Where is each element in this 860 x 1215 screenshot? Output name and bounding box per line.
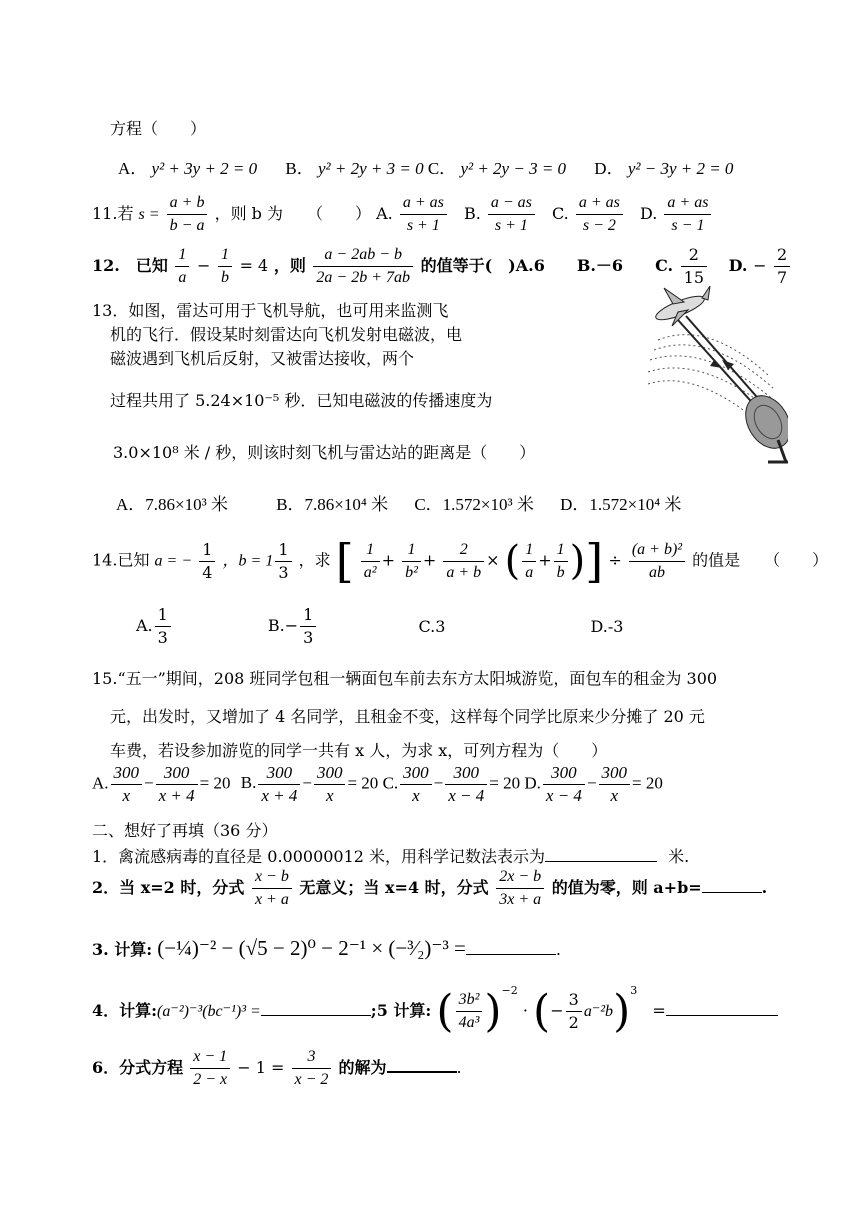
q10-opt-c: y² + 2y − 3 = 0 <box>460 159 567 178</box>
fill-2 <box>92 866 767 911</box>
q14-opt-b-label: B. <box>267 616 285 635</box>
q13-options <box>116 490 681 515</box>
fill-5-pow1: −2 <box>501 984 518 997</box>
q15-a-eq: = 20 <box>199 773 231 793</box>
q14-t2-num: 1 <box>402 539 421 562</box>
q15-d-n1: 300 <box>543 762 585 785</box>
fill-6-n2: 3 <box>292 1046 332 1069</box>
fill-5-rparen2: ) <box>613 985 631 1037</box>
q15-opt-d-label: D. <box>524 773 541 793</box>
fill-6-d1: 2 − x <box>193 1071 228 1088</box>
fill-5-blank[interactable] <box>666 1015 778 1016</box>
q14-t3-den: a + b <box>446 563 482 581</box>
q15-b-eq: = 20 <box>347 773 379 793</box>
q10-opt-d-label: D． <box>594 159 624 178</box>
q12-opt-d-num: 2 <box>774 244 790 267</box>
q12-big-frac <box>313 244 413 289</box>
fill-3-text: 3. 计算: <box>92 940 153 959</box>
q11-opt-a-num: a + as <box>400 192 447 215</box>
q14-right-paren: ) <box>569 538 586 584</box>
q14: 14.已知 a = − $\frac{1}{4}$ ，b = 1 $\frac{1}{3}$ ，求 [ $\frac{1}{\text{a²}}$ + $\frac{1}{\text{b²}}$ + $\frac{2}{a + b}$ × ( $\frac{1}{a}$ + $\frac{1}{b}$ )] ÷ $\frac{\text{(a + b)²}}{ab}$ 的值是 （ ） <box>92 534 829 588</box>
q15-c-d1: x <box>412 786 420 805</box>
q14-left-bracket: [ <box>335 534 354 588</box>
fill-6-d2: x − 2 <box>294 1071 329 1088</box>
q14-opt-d: D.-3 <box>590 617 624 636</box>
fill-1-unit: 米. <box>668 847 690 866</box>
q11-opt-a-label: A. <box>376 204 393 223</box>
q15-options: A. $\frac{300}{x}$ − $\frac{300}{x + 4}$ = 20 B. $\frac{300}{x + 4}$ − $\frac{300}{x}$ = 20 C. $\frac{300}{x}$ − $\frac{300}{x - 4}$ = 20 D. $\frac{300}{x - 4}$ − $\frac{300}{x}$ = 20 <box>92 763 663 805</box>
q10-options <box>118 154 733 179</box>
fill-6-mid: − 1 = <box>237 1058 285 1077</box>
q12-opt-d-minus: − <box>753 256 767 275</box>
q14-lead: 14.已知 <box>92 550 150 570</box>
q14-opt-b <box>300 604 316 649</box>
fill-2-frac1 <box>252 866 292 911</box>
q10-opt-a-label: A． <box>118 159 148 178</box>
q11-opt-d <box>664 192 711 237</box>
fill-1 <box>92 844 689 867</box>
q15-c-n1: 300 <box>400 762 432 785</box>
fill-5-lparen2: ( <box>533 985 551 1037</box>
q14-right-bracket: ] <box>585 534 604 588</box>
q15-line1: 15.“五一”期间，208 班同学包租一辆面包车前去东方太阳城游览，面包车的租金为 300 <box>92 669 718 688</box>
q14-b-eq: ，b = 1 <box>222 552 274 570</box>
fill-5-lparen: ( <box>436 985 454 1037</box>
q14-opt-a-label: A. <box>136 616 153 635</box>
q11-opt-b-den: s + 1 <box>494 217 528 234</box>
q12-eq4: = 4 <box>239 256 269 275</box>
q15-opt-d-f1 <box>543 762 585 807</box>
q14-left-paren: ( <box>504 538 521 584</box>
q11-s-eq: s = <box>138 206 160 223</box>
fill-2-n2: 2x − b <box>496 866 544 889</box>
q13-opt-a: A．7.86×10³ 米 <box>116 495 228 514</box>
fill-5-den: 4a³ <box>458 1014 480 1031</box>
q13-line5: 3.0×10⁸ 米 / 秒，则该时刻飞机与雷达站的距离是（ ） <box>113 443 536 462</box>
q13-opt-b: B．7.86×10⁴ 米 <box>276 495 389 514</box>
q12-lead: 12. 已知 <box>92 256 168 275</box>
q14-t4 <box>522 539 536 584</box>
q14-t3 <box>443 539 484 584</box>
q13-line2: 机的飞行．假设某时刻雷达向飞机发射电磁波，电 <box>110 325 463 344</box>
fill-4-label: 4．计算: <box>92 1001 158 1020</box>
q15-opt-a-f2 <box>156 762 198 807</box>
q14-opt-b-den: 3 <box>303 628 314 647</box>
q14-t4-num: 1 <box>522 539 536 562</box>
q11-opt-a-den: s + 1 <box>406 217 440 234</box>
q11-opt-c-label: C. <box>552 204 569 223</box>
q13-line1: 13．如图，雷达可用于飞机导航，也可用来监测飞 <box>92 301 449 320</box>
q11-opt-d-label: D. <box>639 204 658 223</box>
q14-t5 <box>554 539 568 584</box>
q11-den: b − a <box>169 217 205 234</box>
q14-t3-num: 2 <box>443 539 484 562</box>
fill-5-label: ;5 计算: <box>370 1001 432 1020</box>
q12-frac1 <box>175 244 189 289</box>
q13-opt-c: C．1.572×10³ 米 <box>414 495 534 514</box>
q11-opt-c <box>576 192 623 237</box>
q12-big-num: a − 2ab − b <box>313 244 413 267</box>
q11-fraction <box>167 192 208 237</box>
q14-t1-den: a² <box>363 563 377 581</box>
q14-rhs-num: (a + b)² <box>629 539 685 562</box>
q14-t2 <box>402 539 421 584</box>
fill-5-dot: · <box>522 1001 528 1020</box>
q11-num: a + b <box>167 192 208 215</box>
fill-2-c: 的值为零，则 a+b= <box>551 878 702 897</box>
q11-opt-b <box>488 192 535 237</box>
fill-5-pow2: 3 <box>630 984 638 997</box>
q14-opt-c: C.3 <box>418 617 446 636</box>
q14-b-num: 1 <box>275 539 291 562</box>
q12-opt-d-label: D. <box>728 256 748 275</box>
q10-opt-d: y² − 3y + 2 = 0 <box>627 159 734 178</box>
q15-c-eq: = 20 <box>489 773 521 793</box>
q11-lead: 11.若 <box>92 204 134 223</box>
q15-line3: 车费，若设参加游览的同学一共有 x 人，为求 x，可列方程为（ ） <box>110 741 608 760</box>
q11-opt-b-num: a − as <box>488 192 535 215</box>
q15-d-n2: 300 <box>599 762 631 785</box>
q14-t1 <box>361 539 380 584</box>
q15-b-d2: x <box>325 786 334 805</box>
q12-opt-c-num: 2 <box>681 244 707 267</box>
q12-f2-den: b <box>220 269 229 286</box>
q15-opt-d-f2 <box>599 762 631 807</box>
q11-opt-d-den: s − 1 <box>671 217 705 234</box>
fill-1-text: 1．禽流感病毒的直径是 0.00000012 米，用科学记数法表示为 <box>92 847 546 866</box>
q14-opt-b-neg: − <box>284 616 299 635</box>
q15-opt-c-f1 <box>400 762 432 807</box>
q12-big-den: 2a − 2b + 7ab <box>316 269 410 286</box>
q11-opt-b-label: B. <box>463 204 481 223</box>
fill-3-blank[interactable] <box>466 954 556 955</box>
q15-d-eq: = 20 <box>632 773 663 793</box>
q13-line3: 磁波遇到飞机后反射，又被雷达接收，两个 <box>110 349 415 368</box>
fill-6-blank[interactable] <box>387 1071 457 1073</box>
q12-opt-c-den: 15 <box>683 268 705 287</box>
q11: 11.若 s = $\frac{a + b}{b - a}$ ，则 b 为 （ ） A. $\frac{a + as}{s + 1}$ B. $\frac{a - as}{s + 1}$ C. $\frac{a + as}{s - 2}$ D. $\frac{a + as}{s - 1}$ <box>92 192 713 237</box>
q12-minus: − <box>197 256 211 275</box>
q14-opt-a-num: 1 <box>155 604 171 627</box>
q14-a-num: 1 <box>199 539 215 562</box>
q12-frac2 <box>218 244 232 289</box>
q13-opt-d: D．1.572×10⁴ 米 <box>560 495 682 514</box>
fill-5-num: 3b² <box>456 989 483 1012</box>
q15-b-d1: x + 4 <box>261 786 298 805</box>
fill-5-frac <box>456 989 483 1034</box>
q12-f2-num: 1 <box>218 244 232 267</box>
fill-2-end: . <box>761 878 768 897</box>
q14-a-den: 4 <box>202 562 213 582</box>
fill-5-rest: a⁻²b <box>583 1003 614 1020</box>
fill-6-n1: x − 1 <box>190 1046 230 1069</box>
fill-4-5: 4．计算:(a⁻²)⁻³(bc⁻¹)³ = ;5 计算: ( $\frac{\text{3b²}}{\text{4a³}}$ )$^{-2}$ · (− $\frac{3}{2}$ a⁻²b)$^3$ = <box>92 984 778 1034</box>
airplane-icon <box>653 286 710 326</box>
q10-opt-c-label: C． <box>427 159 457 178</box>
fill-6-b: 的解为 <box>338 1058 387 1077</box>
fill-6-frac2 <box>292 1046 332 1091</box>
q15-a-d2: x + 4 <box>158 786 195 805</box>
q15-d-d2: x <box>610 786 619 805</box>
q15-a-n1: 300 <box>111 762 143 785</box>
q14-ask: ，求 <box>298 550 331 570</box>
q15-b-n1: 300 <box>258 762 300 785</box>
q14-t1-num: 1 <box>361 539 380 562</box>
q14-t2-den: b² <box>405 563 418 581</box>
q13-line4: 过程共用了 5.24×10⁻⁵ 秒．已知电磁波的传播速度为 <box>110 391 493 410</box>
q14-tail: 的值是 （ ） <box>692 550 829 570</box>
q15-a-n2: 300 <box>156 762 198 785</box>
fill-4-expr: (a⁻²)⁻³(bc⁻¹)³ = <box>157 1003 261 1020</box>
q14-b-den: 3 <box>278 562 289 582</box>
q15-c-n2: 300 <box>445 762 487 785</box>
fill-2-b: 无意义；当 x=4 时，分式 <box>299 878 489 897</box>
section-2-heading: 二、想好了再填（36 分） <box>92 821 278 840</box>
q14-t5-num: 1 <box>554 539 568 562</box>
q15-opt-c-f2 <box>445 762 487 807</box>
q15-opt-b-label: B. <box>240 773 257 793</box>
q10-tail: 方程（ ） <box>110 119 207 138</box>
q14-rhs <box>629 539 685 584</box>
fill-5-coef <box>566 989 582 1034</box>
q11-opt-c-num: a + as <box>576 192 623 215</box>
q11-opt-a <box>400 192 447 237</box>
q10-opt-b: y² + 2y + 3 = 0 <box>317 159 424 178</box>
fill-3-expr: (−¼)⁻² − (√5 − 2)⁰ − 2⁻¹ × (−³⁄₂)⁻³ = <box>157 936 466 960</box>
fill-2-blank[interactable] <box>702 892 762 893</box>
fill-5-rparen: ) <box>484 985 502 1037</box>
q15-c-d2: x − 4 <box>448 786 485 805</box>
q14-b-frac <box>275 539 291 584</box>
q15-opt-b-f1 <box>258 762 300 807</box>
fill-3 <box>92 936 561 961</box>
fill-2-a: 2．当 x=2 时，分式 <box>92 878 245 897</box>
q12-opt-d-den: 7 <box>777 268 788 287</box>
q14-opt-a <box>155 604 171 649</box>
q12-then: ，则 <box>273 256 306 275</box>
q14-rhs-den: ab <box>648 563 665 581</box>
fill-5-coef-den: 2 <box>568 1013 579 1032</box>
fill-2-d2: 3x + a <box>499 891 542 908</box>
q15-opt-b-f2 <box>314 762 346 807</box>
fill-1-blank[interactable] <box>545 861 657 862</box>
q14-opt-b-num: 1 <box>300 604 316 627</box>
fill-2-frac2 <box>496 866 544 911</box>
q12-f1-num: 1 <box>175 244 189 267</box>
fill-6-frac1 <box>190 1046 230 1091</box>
fill-3-end: . <box>555 940 561 959</box>
radar-airplane-illustration <box>618 280 788 465</box>
q14-a-frac <box>199 539 215 584</box>
q15-line2: 元，出发时，又增加了 4 名同学，且租金不变，这样每个同学比原来少分摊了 20 元 <box>110 707 705 726</box>
q12-tail: 的值等于( )A.6 B.－6 C. <box>420 256 674 275</box>
q11-opt-c-den: s − 2 <box>582 217 616 234</box>
fill-5-coef-num: 3 <box>566 989 582 1012</box>
radar-dish-icon <box>737 388 788 462</box>
q14-t4-den: a <box>525 563 534 581</box>
q15-opt-a-label: A. <box>92 773 109 793</box>
q15-a-d1: x <box>122 786 131 805</box>
q14-opt-a-den: 3 <box>157 628 168 647</box>
fill-5-eq: = <box>652 1001 666 1020</box>
q14-t5-den: b <box>556 563 565 581</box>
fill-6-end: . <box>456 1058 462 1077</box>
q15-b-n2: 300 <box>314 762 346 785</box>
q10-opt-a: y² + 3y + 2 = 0 <box>151 159 258 178</box>
fill-6 <box>92 1046 462 1091</box>
q15-opt-c-label: C. <box>382 773 399 793</box>
q12-f1-den: a <box>178 269 187 286</box>
q14-a-eq: a = − <box>154 552 193 570</box>
fill-6-label: 6．分式方程 <box>92 1058 184 1077</box>
q11-opt-d-num: a + as <box>664 192 711 215</box>
q10-opt-b-label: B． <box>285 159 314 178</box>
fill-4-blank[interactable] <box>261 1015 371 1016</box>
q15-opt-a-f1 <box>111 762 143 807</box>
q15-d-d1: x − 4 <box>545 786 582 805</box>
q14-options <box>136 604 623 649</box>
fill-2-n1: x − b <box>252 866 292 889</box>
fill-2-d1: x + a <box>254 891 289 908</box>
